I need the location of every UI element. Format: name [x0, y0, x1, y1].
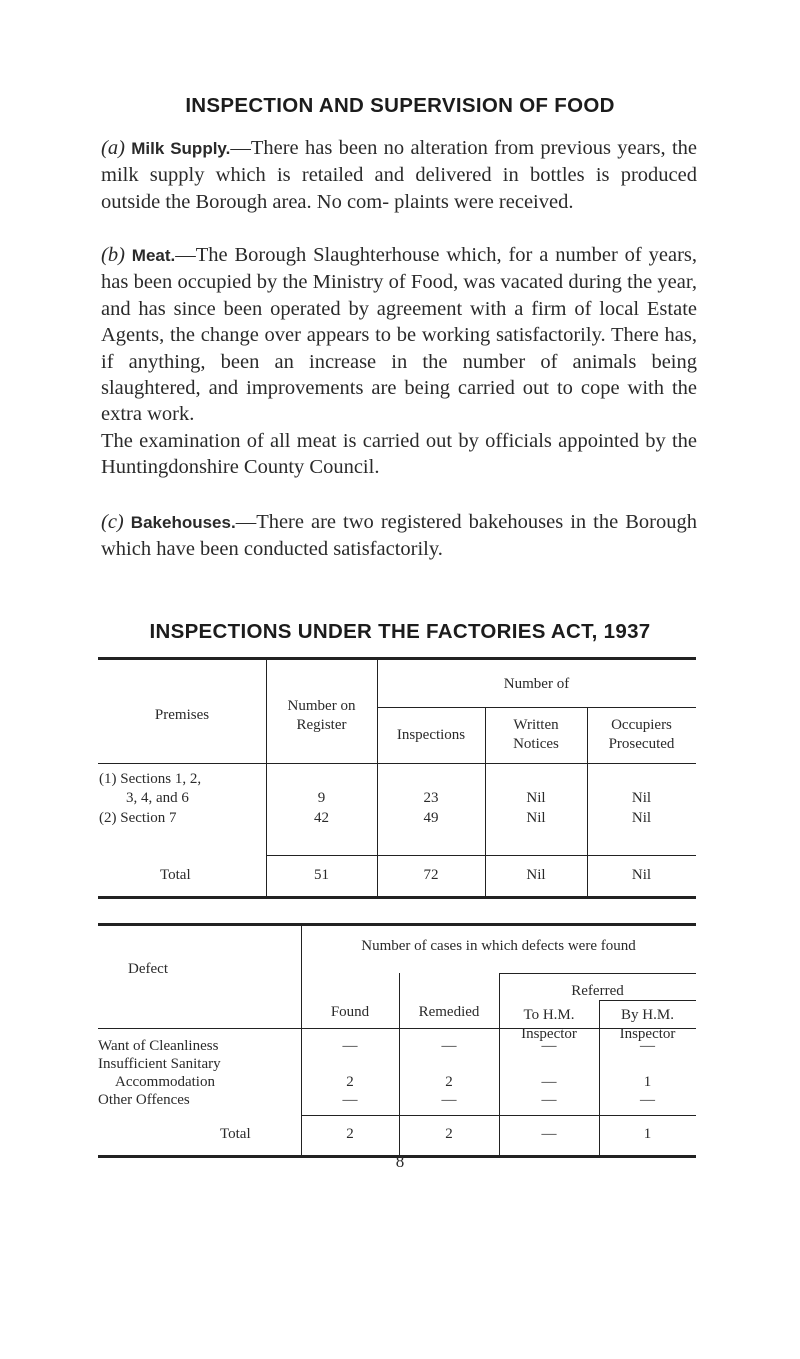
table1-cell: Nil — [631, 790, 652, 806]
bakehouses-paragraph — [101, 509, 697, 563]
table1-sub-rule — [377, 707, 696, 708]
milk-text: —There has been no alteration from previous years, the milk supply which is retailed and delivered in bottles is produced outside the Borough area. No com- plaints were received. — [101, 137, 698, 213]
table2-cell: — — [640, 1092, 655, 1108]
meat-text: —The Borough Slaughterhouse which, for a number of years, has been occupied by the Ministry of Food, was vacated during the year, and has since been operated by agreement with a firm of local Estate Agents, the change over appears to be working satisfactorily. There has, if anything, been an increase in the number of animals being slaughtered, and improvements are being carried out to cope with the extra work. — [101, 244, 697, 426]
to-hm-inspector-header: To H.M. Inspector — [521, 1007, 577, 1042]
table2-top-rule — [98, 923, 696, 926]
table2-total-cell: 2 — [445, 1126, 453, 1142]
number-of-cases-header: Number of cases in which defects were found — [361, 938, 636, 954]
table2-row-label: Other Offences — [98, 1092, 190, 1108]
table1-cell: 42 — [314, 810, 329, 826]
bake-marker: (c) — [101, 511, 124, 533]
table2-cell: — — [441, 1092, 457, 1108]
written-notices-header: Written Notices — [513, 717, 559, 752]
table1-cell: Nil — [526, 790, 546, 806]
by-hm-inspector-header: By H.M. Inspector — [619, 1007, 676, 1042]
inspections-header: Inspections — [396, 727, 466, 743]
meat-label: Meat. — [131, 246, 176, 265]
table1-total-rule — [266, 855, 696, 856]
table1-divider — [377, 660, 378, 896]
table2-cell: — — [541, 1092, 557, 1108]
table2-total-cell: 2 — [346, 1126, 354, 1142]
table2-row-label-cont: Accommodation — [115, 1074, 215, 1090]
meat-marker: (b) — [101, 244, 125, 266]
table1-cell: Nil — [526, 810, 546, 826]
table2-row-label: Want of Cleanliness — [98, 1038, 219, 1054]
milk-label: Milk Supply. — [131, 139, 231, 158]
referred-header: Referred — [571, 983, 624, 999]
table2-cell: — — [541, 1038, 557, 1054]
food-heading: INSPECTION AND SUPERVISION OF FOOD — [185, 94, 615, 117]
table2-cell: 1 — [643, 1074, 652, 1090]
table1-cell: 9 — [317, 790, 326, 806]
premises-header: Premises — [154, 707, 210, 723]
table1-row-label: (2) Section 7 — [99, 810, 177, 826]
found-header: Found — [330, 1004, 370, 1020]
factories-heading: INSPECTIONS UNDER THE FACTORIES ACT, 1937 — [149, 620, 651, 643]
table2-cell: 2 — [346, 1074, 354, 1090]
table1-cell: 49 — [423, 810, 439, 826]
meat-text-2: The examination of all meat is carried out by officials appointed by the Huntingdonshire County Council. — [101, 429, 697, 479]
table1-row-label-cont: 3, 4, and 6 — [126, 790, 189, 806]
table1-cell: 23 — [423, 790, 439, 806]
table2-cell: — — [541, 1074, 557, 1090]
table1-total-label: Total — [160, 867, 191, 883]
table2-cell: — — [342, 1038, 358, 1054]
table2-cell: — — [640, 1038, 655, 1054]
table2-total-label: Total — [220, 1126, 251, 1142]
defect-header: Defect — [128, 961, 168, 977]
table1-row-label: (1) Sections 1, 2, — [99, 771, 202, 787]
milk-supply-paragraph — [101, 135, 697, 215]
milk-marker: (a) — [101, 137, 125, 159]
table1-header-rule — [98, 763, 696, 764]
table2-cell: — — [441, 1038, 457, 1054]
table2-total-cell: — — [541, 1126, 557, 1142]
table1-cell: Nil — [631, 810, 652, 826]
table1-top-rule — [98, 657, 696, 660]
table2-row-label: Insufficient Sanitary — [98, 1056, 221, 1072]
table1-bottom-rule — [98, 896, 696, 899]
register-header: Number on Register — [287, 698, 356, 733]
table2-sub-rule — [499, 973, 696, 974]
table1-divider — [266, 660, 267, 896]
number-of-header: Number of — [503, 676, 570, 692]
meat-paragraph — [101, 242, 697, 481]
table2-total-cell: 1 — [643, 1126, 652, 1142]
bake-label: Bakehouses. — [130, 513, 236, 532]
bake-text: —There are two registered bakehouses in the Borough which have been conducted satisfactorily. — [101, 511, 697, 561]
table1-total-cell: 72 — [423, 867, 439, 883]
table2-cell: 2 — [445, 1074, 453, 1090]
table1-total-cell: Nil — [526, 867, 546, 883]
table1-total-cell: 51 — [314, 867, 329, 883]
remedied-header: Remedied — [418, 1004, 480, 1020]
table1-total-cell: Nil — [631, 867, 652, 883]
occupiers-prosecuted-header: Occupiers Prosecuted — [608, 717, 675, 752]
page-number: 8 — [395, 1152, 405, 1171]
table2-cell: — — [342, 1092, 358, 1108]
